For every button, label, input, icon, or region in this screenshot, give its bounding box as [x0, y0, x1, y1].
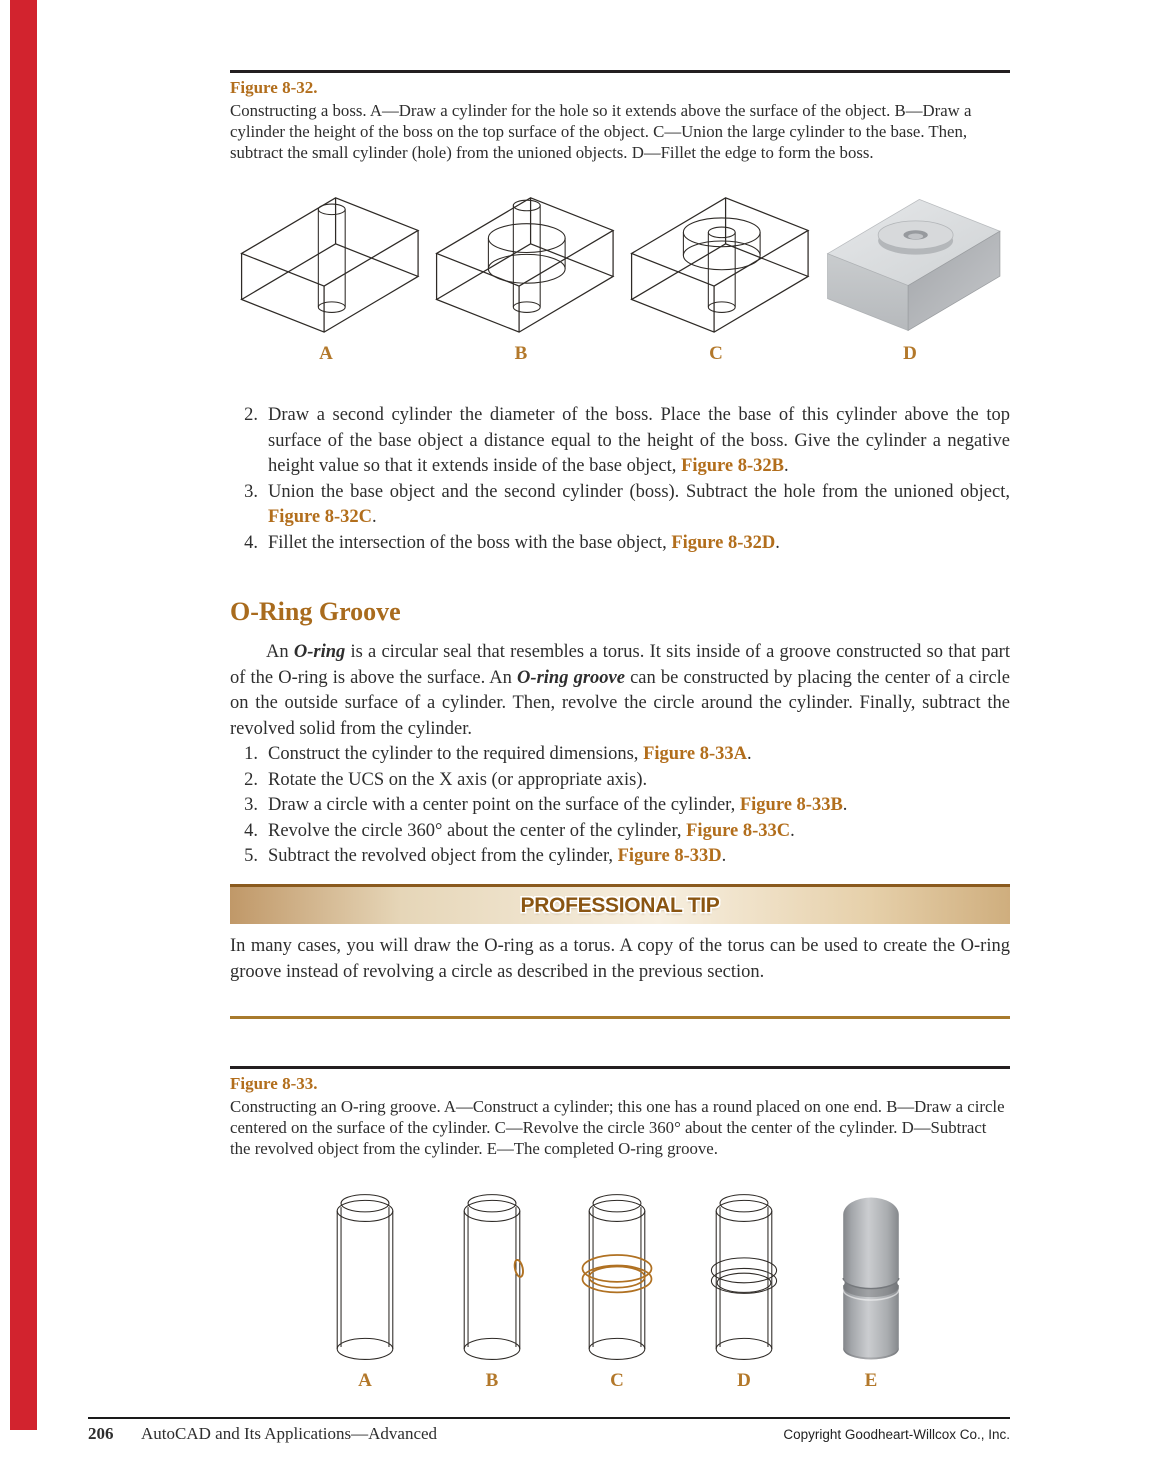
figure-8-32-label-d: D [903, 343, 917, 364]
figure-reference: Figure 8-32C [268, 507, 372, 527]
step-number: 4. [244, 820, 258, 841]
boss-steps-list [230, 403, 1010, 556]
step-number: 1. [244, 744, 258, 764]
tip-bottom-rule [230, 1016, 1010, 1019]
step-tail: . [721, 846, 727, 866]
step-text [268, 768, 1010, 794]
figure-reference: Figure 8-33A [643, 744, 748, 764]
figure-8-33-label-d: D [737, 1370, 751, 1391]
figure-8-33-panel-a [319, 1186, 411, 1370]
step-tail: . [371, 507, 377, 527]
figure-8-33-caption: Constructing an O-ring groove. A—Construct a cylinder; this one has a round placed on one end. B—Draw a circle centered on the surface of the cylinder. C—Revolve the circle 360° about the center of the cylinder. D—Subtract the revolved object from the cylinder. E—The completed O-ring groove. [230, 1097, 1005, 1158]
professional-tip-banner [230, 884, 1010, 924]
wireframe-box-with-boss-cylinder-icon [427, 188, 615, 340]
step-tail: . [775, 532, 780, 553]
list-item [230, 531, 1010, 557]
step-tail: . [747, 744, 752, 764]
wireframe-cylinder-with-groove-icon [698, 1186, 790, 1370]
list-item [230, 742, 1010, 768]
figure-8-33-panel-d [698, 1186, 790, 1370]
step-number: 3. [244, 795, 258, 815]
step-text [268, 480, 1010, 531]
figure-8-32-top-rule [230, 70, 1010, 73]
footer-copyright: Copyright Goodheart-Willcox Co., Inc. [783, 1427, 1010, 1442]
step-number: 2. [244, 405, 258, 425]
figure-8-32-panel-d [817, 190, 1003, 338]
wireframe-cylinder-with-revolved-torus-icon [571, 1186, 663, 1370]
figure-reference: Figure 8-33D [617, 846, 722, 866]
step-tail: . [842, 795, 848, 815]
step-body: Construct the cylinder to the required dimensions, [268, 744, 644, 764]
wireframe-cylinder-with-circle-icon [446, 1186, 538, 1370]
figure-8-32-label-a: A [319, 343, 333, 364]
figure-8-32-label: Figure 8-32. [230, 78, 318, 97]
figure-8-33-label-c: C [610, 1370, 624, 1391]
section-paragraph [230, 640, 1010, 742]
oring-steps-list [230, 742, 1010, 870]
list-item [230, 403, 1010, 480]
figure-reference: Figure 8-33C [686, 820, 791, 841]
term-o-ring: O-ring [293, 642, 346, 662]
list-item [230, 793, 1010, 819]
step-text [268, 793, 1010, 819]
step-body: Revolve the circle 360° about the center of the cylinder, [268, 820, 687, 841]
step-text [268, 819, 1010, 845]
step-body: Rotate the UCS on the X axis (or appropriate axis). [268, 769, 648, 790]
tip-banner-title: PROFESSIONAL TIP [520, 894, 720, 917]
term-o-ring-groove: O-ring groove [517, 667, 625, 688]
step-tail: . [790, 820, 795, 841]
figure-reference: Figure 8-32D [671, 532, 776, 553]
paragraph-text: is a circular seal that resembles a torus. It sits inside of a groove constructed so that part of the O-ring is above the surface. An [230, 642, 1010, 688]
step-text [268, 844, 1010, 870]
figure-8-32-panel-c [622, 188, 810, 340]
figure-8-33-label-e: E [864, 1370, 878, 1391]
footer-page-number: 206 [88, 1424, 114, 1443]
tip-body-text: In many cases, you will draw the O-ring as a torus. A copy of the torus can be used to create the O-ring groove instead of revolving a circle as described in the previous section. [230, 936, 1010, 982]
figure-8-33-panel-b [446, 1186, 538, 1370]
step-text [268, 531, 1010, 557]
list-item [230, 819, 1010, 845]
shaded-cylinder-with-oring-groove-render-icon [825, 1186, 917, 1370]
step-number: 3. [244, 481, 258, 502]
step-body: Draw a second cylinder the diameter of the boss. Place the base of this cylinder above the top surface of the base object a distance equal to the height of the boss. Give the cylinder a negative height value so that it extends inside of the base object, [268, 405, 1010, 476]
footer-rule [88, 1417, 1010, 1419]
list-item [230, 768, 1010, 794]
figure-8-32-label-c: C [709, 343, 723, 364]
footer-book-title: AutoCAD and Its Applications—Advanced [141, 1424, 438, 1443]
step-body: Fillet the intersection of the boss with the base object, [268, 532, 672, 553]
step-number: 4. [244, 532, 258, 553]
figure-8-33-top-rule [230, 1066, 1010, 1069]
list-item [230, 480, 1010, 531]
figure-8-32-panel-a [232, 188, 420, 340]
shaded-box-with-boss-render-icon [817, 190, 1003, 338]
wireframe-cylinder-icon [319, 1186, 411, 1370]
step-body: Draw a circle with a center point on the surface of the cylinder, [268, 795, 740, 815]
step-body: Union the base object and the second cylinder (boss). Subtract the hole from the unioned object, [268, 481, 1010, 502]
step-tail: . [784, 456, 789, 476]
wireframe-box-unioned-boss-icon [622, 188, 810, 340]
figure-8-33-panel-e [825, 1186, 917, 1370]
step-text [268, 403, 1010, 480]
figure-reference: Figure 8-32B [681, 456, 785, 476]
section-heading: O-Ring Groove [230, 597, 401, 626]
figure-8-33-panel-c [571, 1186, 663, 1370]
paragraph-text: An [266, 642, 294, 662]
figure-8-33-label-b: B [485, 1370, 499, 1391]
figure-8-33-label-a: A [358, 1370, 372, 1391]
figure-8-32-label-b: B [514, 343, 528, 364]
tip-banner-band [230, 887, 1010, 924]
wireframe-box-with-hole-cylinder-icon [232, 188, 420, 340]
paragraph-text: can be constructed by placing the center of a circle on the outside surface of a cylinder. Then, revolve the circle around the cylinder. Finally, subtract the revolved solid from the cylinder. [230, 667, 1011, 739]
list-item [230, 844, 1010, 870]
step-number: 5. [244, 846, 258, 866]
step-text [268, 742, 1010, 768]
figure-8-33-label: Figure 8-33. [230, 1074, 318, 1093]
figure-8-32-caption: Constructing a boss. A—Draw a cylinder for the hole so it extends above the surface of the object. B—Draw a cylinder the height of the boss on the top surface of the object. C—Union the large cylinder to the base. Then, subtract the small cylinder (hole) from the unioned objects. D—Fillet the edge to form the boss. [230, 101, 972, 162]
chapter-edge-tab [10, 0, 37, 1430]
figure-reference: Figure 8-33B [739, 795, 843, 815]
figure-8-32-panel-b [427, 188, 615, 340]
step-number: 2. [244, 769, 258, 790]
step-body: Subtract the revolved object from the cylinder, [268, 846, 618, 866]
